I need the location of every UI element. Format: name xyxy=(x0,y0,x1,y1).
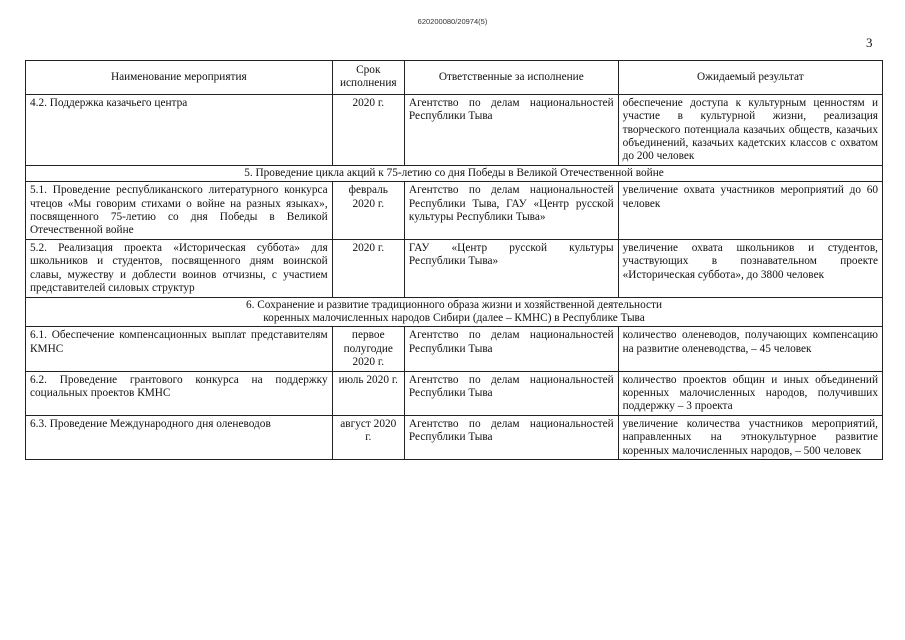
cell-result: увеличение количества участников мероприятий, направленных на этнокультурное развитие коренных малочисленных народов, – 500 человек xyxy=(618,415,882,459)
table-row xyxy=(26,94,883,165)
cell-term: июль 2020 г. xyxy=(332,371,404,415)
cell-term: 2020 г. xyxy=(332,94,404,165)
cell-result: количество проектов общин и иных объединений коренных малочисленных народов, получивших поддержку – 3 проекта xyxy=(618,371,882,415)
table-row xyxy=(26,415,883,459)
cell-responsible: ГАУ «Центр русской культуры Республики Тыва» xyxy=(404,239,618,297)
cell-term: февраль 2020 г. xyxy=(332,182,404,240)
cell-responsible: Агентство по делам национальностей Республики Тыва xyxy=(404,94,618,165)
cell-responsible: Агентство по делам национальностей Республики Тыва xyxy=(404,371,618,415)
page-number: 3 xyxy=(866,35,873,50)
cell-name: 5.1. Проведение республиканского литературного конкурса чтецов «Мы говорим стихами о войне на разных языках», посвященного 75-летию со дня Победы в Великой Отечественной войне xyxy=(26,182,333,240)
cell-name: 6.2. Проведение грантового конкурса на поддержку социальных проектов КМНС xyxy=(26,371,333,415)
cell-term: первое полугодие 2020 г. xyxy=(332,327,404,371)
cell-result: увеличение охвата участников мероприятий до 60 человек xyxy=(618,182,882,240)
section-title-6-line2: коренных малочисленных народов Сибири (далее – КМНС) в Республике Тыва xyxy=(263,311,645,324)
cell-name: 6.1. Обеспечение компенсационных выплат представителям КМНС xyxy=(26,327,333,371)
column-header-name: Наименование мероприятия xyxy=(26,61,333,95)
table-row xyxy=(26,371,883,415)
column-header-responsible: Ответственные за исполнение xyxy=(404,61,618,95)
cell-term: август 2020 г. xyxy=(332,415,404,459)
cell-name: 4.2. Поддержка казачьего центра xyxy=(26,94,333,165)
section-title-5: 5. Проведение цикла акций к 75-летию со дня Победы в Великой Отечественной войне xyxy=(26,165,883,181)
table-row xyxy=(26,182,883,240)
table-row xyxy=(26,327,883,371)
cell-responsible: Агентство по делам национальностей Республики Тыва xyxy=(404,415,618,459)
section-header-row xyxy=(26,165,883,181)
table-row xyxy=(26,239,883,297)
table-header-row xyxy=(26,61,883,95)
cell-result: увеличение охвата школьников и студентов, участвующих в познавательном проекте «Историческая суббота», до 3800 человек xyxy=(618,239,882,297)
section-header-row xyxy=(26,297,883,327)
cell-result: количество оленеводов, получающих компенсацию на развитие оленеводства, – 45 человек xyxy=(618,327,882,371)
cell-result: обеспечение доступа к культурным ценностям и участие в культурной жизни, реализация творческого потенциала казачьих обществ, казачьих объединений, казачьих кадетских классов с охватом до 200 человек xyxy=(618,94,882,165)
cell-term: 2020 г. xyxy=(332,239,404,297)
section-title-6-line1: 6. Сохранение и развитие традиционного образа жизни и хозяйственной деятельности xyxy=(245,298,663,311)
section-title-6 xyxy=(26,297,883,327)
document-code: 620200080/20974(5) xyxy=(417,17,488,26)
column-header-result: Ожидаемый результат xyxy=(618,61,882,95)
cell-name: 5.2. Реализация проекта «Историческая суббота» для школьников и студентов, посвященного дням воинской славы, мужеству и доблести воинов отчизны, с участием представителей силовых структур xyxy=(26,239,333,297)
cell-name: 6.3. Проведение Международного дня оленеводов xyxy=(26,415,333,459)
column-header-term: Срок исполнения xyxy=(332,61,404,95)
events-table xyxy=(25,60,883,460)
cell-responsible: Агентство по делам национальностей Республики Тыва xyxy=(404,327,618,371)
cell-responsible: Агентство по делам национальностей Республики Тыва, ГАУ «Центр русской культуры Республики Тыва» xyxy=(404,182,618,240)
